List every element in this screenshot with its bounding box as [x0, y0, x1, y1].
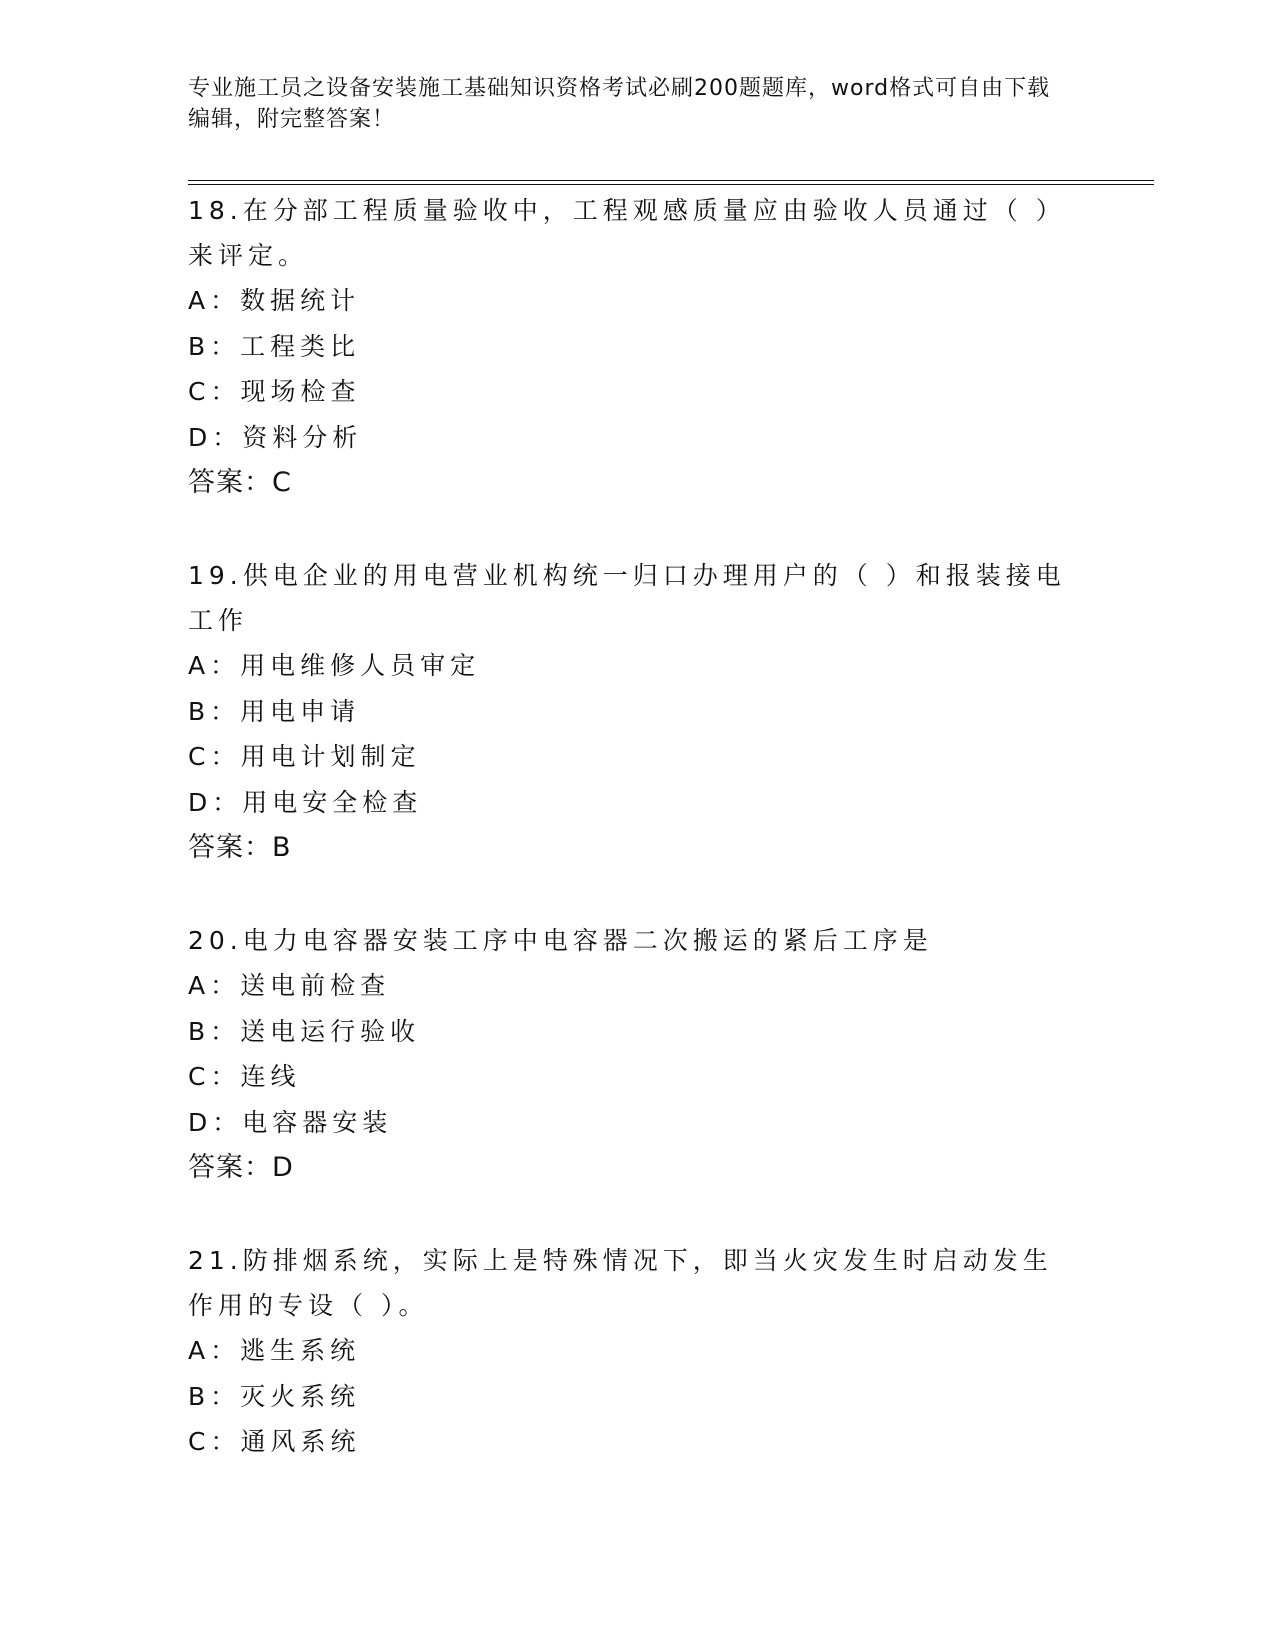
- header-divider: [188, 180, 1154, 185]
- option-d: D：资料分析: [188, 422, 363, 452]
- question-stem: 20.电力电容器安装工序中电容器二次搬运的紧后工序是: [188, 926, 933, 955]
- question-20: [188, 918, 1068, 1190]
- option-c: C：连线: [188, 1062, 301, 1091]
- option-b: B：用电申请: [188, 696, 361, 726]
- option-c: C：通风系统: [188, 1427, 361, 1456]
- question-21: [188, 1238, 1068, 1465]
- option-c: C：用电计划制定: [188, 742, 421, 771]
- option-a: A：送电前检查: [188, 971, 391, 1000]
- option-d: D：电容器安装: [188, 1107, 393, 1137]
- option-c: C：现场检查: [188, 377, 361, 406]
- option-b: B：送电运行验收: [188, 1016, 421, 1046]
- answer: 答案：C: [188, 467, 292, 498]
- question-18: [188, 188, 1068, 505]
- question-list: [188, 188, 1068, 1513]
- question-stem: 18.在分部工程质量验收中，工程观感质量应由验收人员通过（ ）来评定。: [188, 196, 1066, 270]
- option-b: B：灭火系统: [188, 1381, 361, 1411]
- option-b: B：工程类比: [188, 331, 361, 361]
- page-header: 专业施工员之设备安装施工基础知识资格考试必刷200题题库，word格式可自由下载编辑，附完整答案！: [188, 76, 1051, 132]
- answer: 答案：D: [188, 1152, 294, 1183]
- option-a: A：数据统计: [188, 286, 361, 315]
- option-d: D：用电安全检查: [188, 787, 423, 817]
- option-a: A：逃生系统: [188, 1336, 361, 1365]
- answer: 答案：B: [188, 832, 292, 863]
- question-19: [188, 553, 1068, 870]
- question-stem: 19.供电企业的用电营业机构统一归口办理用户的（ ）和报装接电工作: [188, 561, 1066, 635]
- question-stem: 21.防排烟系统，实际上是特殊情况下，即当火灾发生时启动发生作用的专设（ ）。: [188, 1246, 1053, 1320]
- option-a: A：用电维修人员审定: [188, 651, 481, 680]
